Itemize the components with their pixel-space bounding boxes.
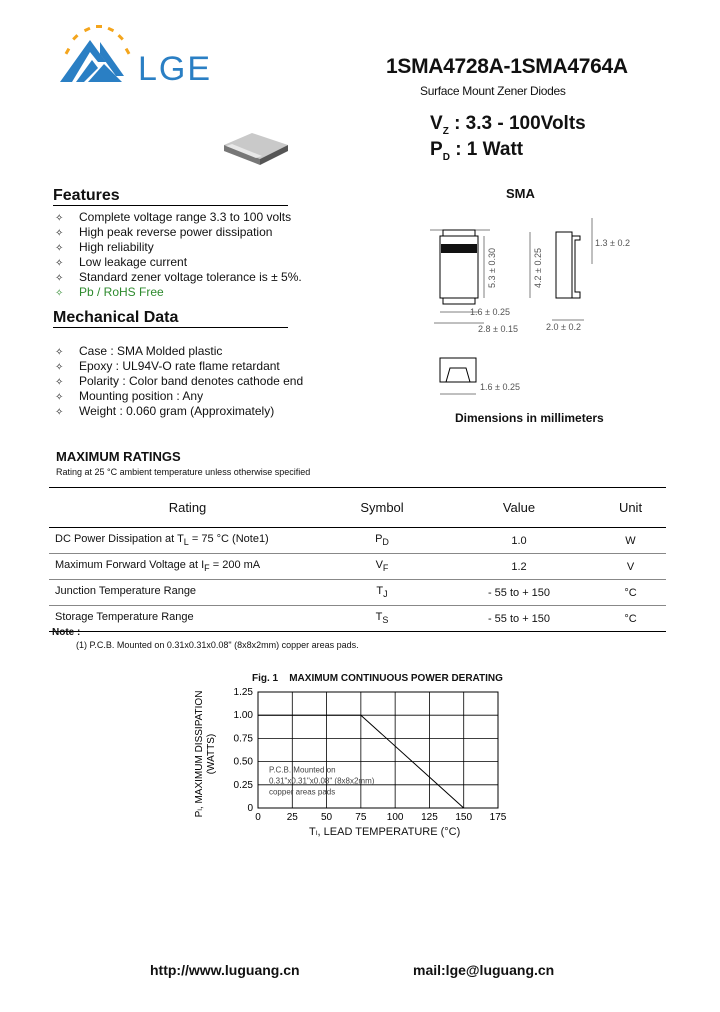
note-text: (1) P.C.B. Mounted on 0.31x0.31x0.08" (8x8x2mm) copper areas pads. (76, 640, 359, 650)
table-row: DC Power Dissipation at $T_L = 75$ °C (Note1) $P_D$ 1.0 W (49, 528, 666, 554)
table-row: Junction Temperature Range $T_J$ - 55 to + 150 °C (49, 580, 666, 606)
package-name: SMA (506, 186, 535, 201)
pd-spec: $P_D$ : 1 Watt (430, 139, 524, 163)
mechanical-item: ✧ Mounting position : Any (55, 389, 204, 403)
chart-annotation: copper areas pads (268, 787, 336, 797)
mechanical-item: ✧ Case : SMA Molded plastic (55, 344, 223, 358)
table-header-row (49, 488, 666, 528)
chart-x-tick-label: 125 (421, 812, 438, 823)
subtitle: Surface Mount Zener Diodes (420, 84, 566, 98)
derating-chart (190, 684, 520, 844)
vz-spec: $V_Z$ : 3.3 - 100Volts (430, 113, 586, 137)
dimensions-caption: Dimensions in millimeters (455, 411, 604, 425)
chart-ylabel-units: (WATTS) (206, 733, 217, 775)
chart-y-tick-label: 1.25 (233, 687, 253, 698)
table-row: Maximum Forward Voltage at $I_F = 200$ mA $V_F$ 1.2 V (49, 554, 666, 580)
dim-width1-label: 1.6 ± 0.25 (470, 307, 510, 317)
chart-annotation: P.C.B. Mounted on (268, 765, 336, 775)
col-symbol: Symbol (360, 500, 404, 515)
chart-title: Fig. 1 MAXIMUM CONTINUOUS POWER DERATING (252, 673, 503, 684)
ratings-conditions: Rating at 25 °C ambient temperature unless otherwise specified (56, 467, 311, 477)
chart-y-tick-label: 0.50 (233, 756, 253, 768)
feature-item: ✧ Standard zener voltage tolerance is ± 5%. (55, 270, 302, 284)
package-photo (222, 127, 292, 172)
feature-item: ✧ Complete voltage range 3.3 to 100 volts (55, 210, 292, 224)
chart-annotation: 0.31"x0.31"x0.08" (8x8x2mm) (268, 776, 375, 786)
email-link[interactable]: mail:lge@luguang.cn (413, 962, 555, 978)
dim-side-width-label: 2.0 ± 0.2 (546, 322, 581, 332)
col-value: Value (502, 500, 536, 515)
chart-x-tick-label: 175 (489, 812, 507, 823)
chart-x-tick-label: 150 (455, 812, 473, 823)
chart-y-tick-label: 1.00 (233, 710, 253, 722)
note-title: Note : (52, 627, 81, 638)
logo (60, 20, 240, 100)
dim-height-label: 5.3 ± 0.30 (487, 248, 497, 288)
dim-width2-label: 2.8 ± 0.15 (478, 324, 518, 334)
col-rating: Rating (168, 500, 207, 515)
chart-y-tick-label: 0.25 (233, 779, 253, 791)
dim-side-height-label: 4.2 ± 0.25 (533, 248, 543, 288)
mechanical-item: ✧ Weight : 0.060 gram (Approximately) (55, 404, 275, 418)
features-rule (53, 205, 288, 206)
package-dimension-drawing (420, 208, 640, 404)
chart-ylabel: Pₗ, MAXIMUM DISSIPATION (194, 690, 205, 818)
chart-y-tick-label: 0 (247, 803, 253, 814)
feature-item: ✧ High peak reverse power dissipation (55, 225, 273, 239)
chart-x-tick-label: 0 (255, 812, 261, 823)
features-title: Features (53, 187, 120, 204)
mechanical-item: ✧ Polarity : Color band denotes cathode end (55, 374, 304, 388)
logo-text: LGE (138, 50, 213, 88)
feature-item: ✧ Low leakage current (55, 255, 188, 269)
ratings-title: MAXIMUM RATINGS (56, 449, 181, 464)
chart-x-tick-label: 25 (286, 812, 298, 823)
dim-side-top-label: 1.3 ± 0.2 (595, 238, 630, 248)
chart-x-tick-label: 100 (386, 812, 404, 823)
mechanical-title: Mechanical Data (53, 309, 179, 326)
chart-x-tick-label: 50 (321, 812, 333, 823)
website-link[interactable]: http://www.luguang.cn (150, 962, 300, 978)
mechanical-item: ✧ Epoxy : UL94V-O rate flame retardant (55, 359, 280, 373)
feature-item-rohs: ✧ Pb / RoHS Free (55, 285, 164, 299)
feature-item: ✧ High reliability (55, 240, 154, 254)
mechanical-rule (53, 327, 288, 328)
chart-x-tick-label: 75 (355, 812, 367, 823)
part-range-title: 1SMA4728A-1SMA4764A (386, 55, 628, 78)
ratings-table (49, 487, 666, 632)
chart-xlabel: Tₗ, LEAD TEMPERATURE (°C) (309, 826, 461, 838)
chart-y-tick-label: 0.75 (233, 733, 253, 745)
dim-bottom-label: 1.6 ± 0.25 (480, 382, 520, 392)
table-row: Storage Temperature Range $T_S$ - 55 to + 150 °C (49, 606, 666, 632)
col-unit: Unit (618, 500, 643, 515)
